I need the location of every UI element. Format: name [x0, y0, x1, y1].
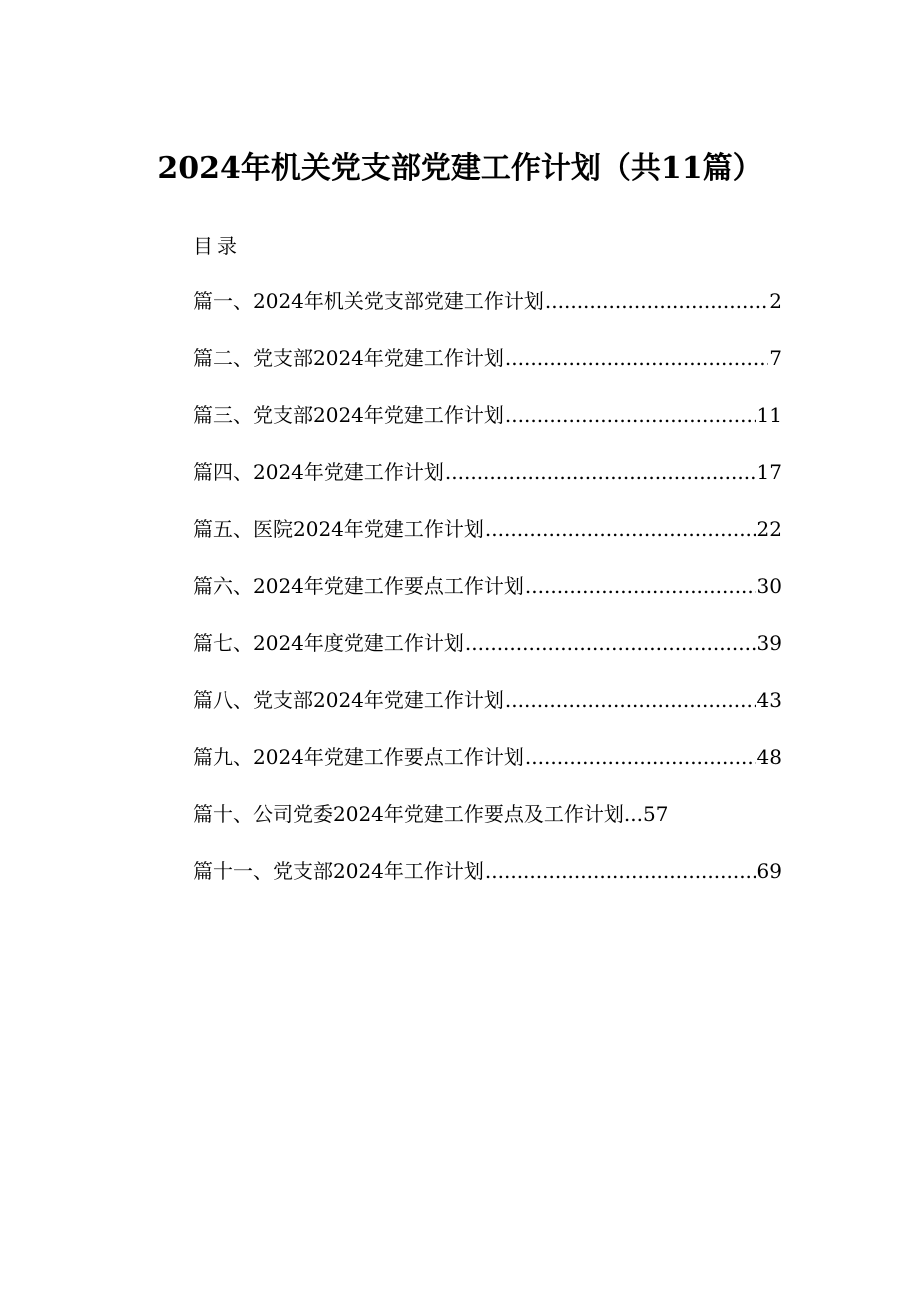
toc-entry-6[interactable]	[193, 569, 782, 626]
toc-dot-leader	[485, 854, 756, 888]
toc-dot-leader	[485, 512, 756, 546]
table-of-contents	[193, 284, 782, 911]
toc-page-number: 39	[756, 631, 782, 655]
toc-page-number: 30	[756, 574, 782, 598]
toc-dot-leader	[465, 626, 756, 660]
toc-page-number: 48	[756, 745, 782, 769]
toc-entry-title: 篇八、党支部2024年党建工作计划	[193, 688, 504, 712]
toc-entry-4[interactable]	[193, 455, 782, 512]
toc-heading: 目录	[193, 234, 241, 258]
toc-entry-8[interactable]	[193, 683, 782, 740]
toc-entry-3[interactable]	[193, 398, 782, 455]
toc-entry-11[interactable]	[193, 854, 782, 911]
toc-dot-leader	[505, 398, 756, 432]
toc-entry-title: 篇一、2024年机关党支部党建工作计划	[193, 289, 544, 313]
toc-page-number: 43	[756, 688, 782, 712]
toc-entry-1[interactable]	[193, 284, 782, 341]
toc-page-number: 57	[642, 802, 669, 826]
toc-dot-leader	[525, 569, 756, 603]
toc-entry-title: 篇三、党支部2024年党建工作计划	[193, 403, 504, 427]
toc-page-number: 11	[756, 403, 782, 427]
toc-page-number: 7	[769, 346, 782, 370]
toc-entry-title: 篇二、党支部2024年党建工作计划	[193, 346, 504, 370]
toc-entry-9[interactable]	[193, 740, 782, 797]
toc-dot-leader: ...	[623, 802, 643, 826]
toc-entry-2[interactable]	[193, 341, 782, 398]
toc-entry-title: 篇十一、党支部2024年工作计划	[193, 859, 484, 883]
toc-page-number: 69	[756, 859, 782, 883]
toc-entry-7[interactable]	[193, 626, 782, 683]
toc-dot-leader	[505, 341, 768, 375]
toc-page-number: 22	[756, 517, 782, 541]
toc-entry-5[interactable]	[193, 512, 782, 569]
toc-entry-title: 篇六、2024年党建工作要点工作计划	[193, 574, 524, 598]
toc-dot-leader	[505, 683, 756, 717]
toc-page-number: 2	[769, 289, 782, 313]
document-title: 2024年机关党支部党建工作计划（共11篇）	[157, 151, 763, 186]
toc-entry-title: 篇五、医院2024年党建工作计划	[193, 517, 484, 541]
toc-page-number: 17	[756, 460, 782, 484]
toc-dot-leader	[525, 740, 756, 774]
toc-entry-title: 篇四、2024年党建工作计划	[193, 460, 444, 484]
toc-entry-title: 篇十、公司党委2024年党建工作要点及工作计划	[193, 802, 624, 826]
toc-dot-leader	[445, 455, 756, 489]
toc-entry-title: 篇九、2024年党建工作要点工作计划	[193, 745, 524, 769]
toc-entry-10[interactable]	[193, 797, 782, 854]
toc-dot-leader	[545, 284, 768, 318]
toc-entry-title: 篇七、2024年度党建工作计划	[193, 631, 464, 655]
